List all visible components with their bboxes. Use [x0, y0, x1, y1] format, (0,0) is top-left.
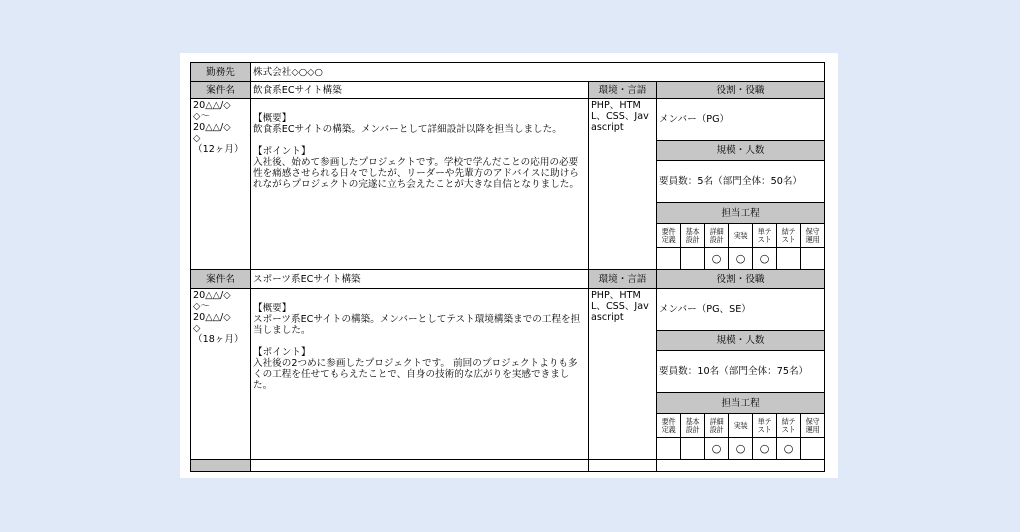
scale-label: 規模・人数 [657, 331, 825, 351]
process-mark [657, 438, 681, 460]
process-col-unit-test: 単テ スト [753, 414, 777, 438]
process-mark: ○ [729, 438, 753, 460]
process-label: 担当工程 [657, 203, 825, 224]
overview-text: スポーツ系ECサイトの構築。メンバーとしてテスト環境構築までの工程を担当しました。 [253, 314, 581, 336]
career-history-table [190, 62, 825, 472]
project-name: 飲食系ECサイト構築 [251, 82, 589, 99]
process-col-basic-design: 基本 設計 [681, 224, 705, 248]
overview-text: 飲食系ECサイトの構築。メンバーとして詳細設計以降を担当しました。 [253, 124, 562, 135]
env-value: PHP、HTML、CSS、Javascript [589, 99, 657, 270]
process-col-unit-test: 単テ スト [753, 224, 777, 248]
process-mark: ○ [753, 248, 777, 270]
process-mark: ○ [753, 438, 777, 460]
next-block-cell [251, 460, 589, 472]
process-col-maintenance: 保守 運用 [801, 414, 825, 438]
project-name: スポーツ系ECサイト構築 [251, 270, 589, 289]
workplace-row [191, 63, 825, 82]
project-description [251, 99, 589, 270]
project-header-row [191, 82, 825, 99]
process-col-detail-design: 詳細 設計 [705, 414, 729, 438]
process-mark [681, 438, 705, 460]
project-role-row [191, 99, 825, 141]
process-col-basic-design: 基本 設計 [681, 414, 705, 438]
process-col-requirements: 要件 定義 [657, 224, 681, 248]
role-value: メンバー（PG、SE） [657, 289, 825, 331]
process-col-detail-design: 詳細 設計 [705, 224, 729, 248]
next-block-cell [657, 460, 825, 472]
process-mark [777, 248, 801, 270]
point-text: 入社後、始めて参画したプロジェクトです。学校で学んだことの応用の必要性を痛感させられる日々でしたが、リーダーや先輩方のアドバイスに助けられながらプロジェクトの完遂に立ち会えたことが大きな自信となりました。 [253, 157, 579, 190]
point-text: 入社後の2つめに参画したプロジェクトです。 前回のプロジェクトよりも多くの工程を任せてもらえたことで、自身の技術的な広がりを実感できました。 [253, 358, 578, 391]
process-mark: ○ [729, 248, 753, 270]
process-mark: ○ [705, 248, 729, 270]
point-title: 【ポイント】 [253, 146, 311, 157]
table-body [191, 63, 825, 472]
scale-label: 規模・人数 [657, 141, 825, 161]
env-label: 環境・言語 [589, 270, 657, 289]
process-mark [657, 248, 681, 270]
process-mark [681, 248, 705, 270]
project-description [251, 289, 589, 460]
next-block-cell [589, 460, 657, 472]
process-mark: ○ [705, 438, 729, 460]
overview-title: 【概要】 [253, 113, 292, 124]
process-col-requirements: 要件 定義 [657, 414, 681, 438]
scale-value: 要員数：10名（部門全体：75名） [657, 351, 825, 393]
project-period: 20△△/◇ ◇～ 20△△/◇ ◇ （18ヶ月） [191, 289, 251, 460]
document-page [180, 53, 838, 478]
process-col-integration-test: 結テ スト [777, 224, 801, 248]
env-value: PHP、HTML、CSS、Javascript [589, 289, 657, 460]
process-mark [801, 248, 825, 270]
process-mark: ○ [777, 438, 801, 460]
workplace-value: 株式会社◇○◇○ [251, 63, 825, 82]
role-label: 役割・役職 [657, 82, 825, 99]
process-col-maintenance: 保守 運用 [801, 224, 825, 248]
project-label: 案件名 [191, 270, 251, 289]
process-col-integration-test: 結テ スト [777, 414, 801, 438]
project-role-row [191, 289, 825, 331]
next-block-cell [191, 460, 251, 472]
process-col-implementation: 実装 [729, 224, 753, 248]
next-block-row [191, 460, 825, 472]
role-label: 役割・役職 [657, 270, 825, 289]
env-label: 環境・言語 [589, 82, 657, 99]
overview-title: 【概要】 [253, 303, 292, 314]
project-header-row [191, 270, 825, 289]
scale-value: 要員数：5名（部門全体：50名） [657, 161, 825, 203]
workplace-label: 勤務先 [191, 63, 251, 82]
point-title: 【ポイント】 [253, 347, 311, 358]
project-label: 案件名 [191, 82, 251, 99]
process-col-implementation: 実装 [729, 414, 753, 438]
role-value: メンバー（PG） [657, 99, 825, 141]
process-mark [801, 438, 825, 460]
project-period: 20△△/◇ ◇～ 20△△/◇ ◇ （12ヶ月） [191, 99, 251, 270]
process-label: 担当工程 [657, 393, 825, 414]
